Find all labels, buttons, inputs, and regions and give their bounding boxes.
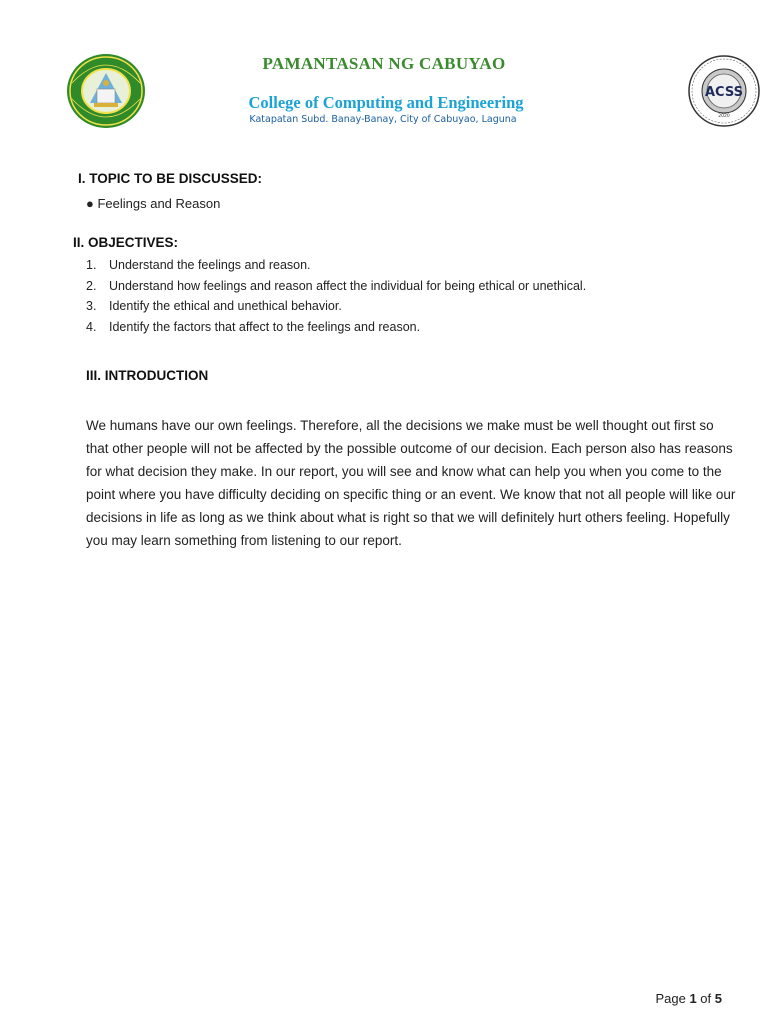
list-item: 4. Identify the factors that affect to the feelings and reason. (86, 319, 421, 334)
page-counter: Page 1 of 5 (655, 991, 722, 1006)
introduction-heading: III. INTRODUCTION (86, 368, 209, 383)
college-address: Katapatan Subd. Banay-Banay, City of Cabuyao, Laguna (249, 114, 517, 125)
introduction-body: We humans have our own feelings. Therefore, all the decisions we make must be well thought out first so that other people will not be affected by the possible outcome of our decision. Each person also has reasons for what decision they make. In our report, you will see and know what can help you when you come to the point where you have difficulty deciding on specific thing or an event. We know that not all people will like our decisions in life as long as we think about what is right so that we will definitely hurt others feeling. Hopefully you may learn something from listening to our report. (86, 418, 736, 548)
svg-text:ACSS: ACSS (705, 85, 743, 100)
list-item: 2. Understand how feelings and reason affect the individual for being ethical or unethical. (86, 278, 587, 293)
list-item: 1. Understand the feelings and reason. (86, 258, 311, 272)
svg-text:2020: 2020 (718, 114, 730, 119)
objectives-heading: II. OBJECTIVES: (73, 235, 179, 250)
university-name: PAMANTASAN NG CABUYAO (262, 54, 506, 73)
list-item: 3. Identify the ethical and unethical behavior. (86, 299, 342, 313)
objectives-list (86, 258, 586, 340)
topic-bullet: ● Feelings and Reason (86, 196, 221, 211)
college-name: College of Computing and Engineering (248, 93, 524, 112)
topic-heading: I. TOPIC TO BE DISCUSSED: (78, 171, 263, 186)
